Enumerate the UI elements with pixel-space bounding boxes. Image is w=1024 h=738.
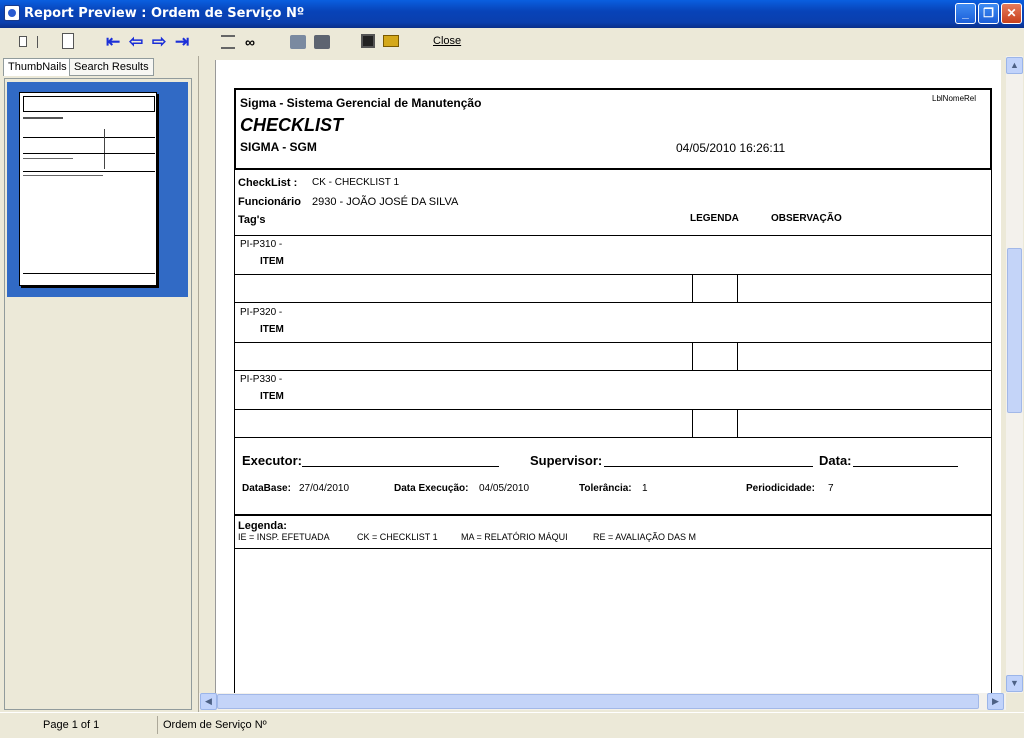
- vertical-scrollbar[interactable]: [1006, 56, 1023, 693]
- last-page-icon[interactable]: ⇥: [175, 32, 190, 51]
- horizontal-scroll-thumb[interactable]: [217, 694, 979, 709]
- funcionario-label: Funcionário: [238, 196, 301, 208]
- row-line: [234, 274, 992, 275]
- scroll-up-icon[interactable]: ▲: [1006, 57, 1023, 74]
- title-bar: [0, 0, 1024, 28]
- thumbnail-selected[interactable]: [7, 82, 188, 297]
- legend-divider: [234, 514, 992, 516]
- data-execucao-label: Data Execução:: [394, 483, 469, 494]
- minimize-button[interactable]: _: [955, 3, 976, 24]
- page-width-icon[interactable]: [37, 36, 53, 48]
- checklist-value: CK - CHECKLIST 1: [312, 177, 400, 188]
- lbl-nome-rel: LblNomeRel: [932, 94, 977, 103]
- first-page-icon[interactable]: ⇤: [106, 32, 121, 51]
- binoculars-icon[interactable]: ∞: [245, 34, 255, 50]
- tag-name: PI-P310 -: [240, 239, 283, 250]
- legenda-cell-left: [692, 274, 693, 302]
- database-value: 27/04/2010: [299, 483, 350, 494]
- frame-right: [991, 170, 992, 694]
- tag-item: ITEM: [260, 256, 284, 267]
- open-folder-icon[interactable]: [383, 35, 399, 47]
- executor-label: Executor:: [242, 453, 302, 468]
- observacao-header: OBSERVAÇÃO: [771, 213, 842, 224]
- left-pane: [0, 56, 197, 712]
- print-icon[interactable]: [314, 35, 330, 49]
- maximize-button[interactable]: ❐: [978, 3, 999, 24]
- legend-item: IE = INSP. EFETUADA: [238, 532, 330, 542]
- tag-item: ITEM: [260, 391, 284, 402]
- single-page-icon[interactable]: [19, 36, 27, 47]
- legend-item: CK = CHECKLIST 1: [357, 532, 438, 542]
- thumbnail-list: [4, 78, 192, 710]
- row-line: [234, 437, 992, 438]
- row-line: [234, 370, 992, 371]
- periodicidade-label: Periodicidade:: [746, 483, 815, 494]
- vertical-scroll-thumb[interactable]: [1007, 248, 1022, 413]
- executor-line: [302, 466, 499, 467]
- row-line: [234, 342, 992, 343]
- data-label: Data:: [819, 453, 852, 468]
- database-label: DataBase:: [242, 483, 291, 494]
- legenda-cell-right: [737, 409, 738, 437]
- legenda-cell-left: [692, 342, 693, 370]
- legenda-header: LEGENDA: [690, 213, 739, 224]
- save-icon[interactable]: [361, 34, 375, 48]
- scroll-left-icon[interactable]: ◀: [200, 693, 217, 710]
- row-line: [234, 302, 992, 303]
- toolbar: [0, 28, 1024, 56]
- tags-header: Tag's: [238, 214, 266, 226]
- go-to-page-icon[interactable]: [221, 35, 235, 49]
- row-line: [234, 409, 992, 410]
- tag-item: ITEM: [260, 324, 284, 335]
- frame-left: [234, 170, 235, 694]
- legenda-cell-right: [737, 274, 738, 302]
- scroll-right-icon[interactable]: ▶: [987, 693, 1004, 710]
- legenda-cell-right: [737, 342, 738, 370]
- company-name: Sigma - Sistema Gerencial de Manutenção: [240, 96, 482, 110]
- legenda-title: Legenda:: [238, 520, 287, 532]
- header-divider: [234, 235, 992, 236]
- tab-thumbnails[interactable]: ThumbNails: [3, 58, 72, 76]
- page-thumbnail[interactable]: [19, 92, 157, 286]
- close-window-button[interactable]: ✕: [1001, 3, 1022, 24]
- window-title: Report Preview : Ordem de Serviço Nº: [24, 6, 305, 21]
- data-execucao-value: 04/05/2010: [479, 483, 530, 494]
- app-icon[interactable]: [4, 5, 20, 21]
- legend-bottom-line: [234, 548, 992, 549]
- tab-search-results[interactable]: Search Results: [69, 58, 154, 76]
- report-viewer: [198, 56, 1024, 712]
- data-line: [853, 466, 958, 467]
- status-bar: [0, 712, 1024, 738]
- supervisor-label: Supervisor:: [530, 453, 603, 468]
- periodicidade-value: 7: [828, 483, 834, 494]
- printer-setup-icon[interactable]: [290, 35, 306, 49]
- whole-page-icon[interactable]: [62, 33, 74, 49]
- funcionario-value: 2930 - JOÃO JOSÉ DA SILVA: [312, 196, 459, 208]
- page-indicator: Page 1 of 1: [43, 719, 100, 731]
- tag-name: PI-P320 -: [240, 307, 283, 318]
- report-title: CHECKLIST: [240, 115, 343, 135]
- document-name: Ordem de Serviço Nº: [163, 719, 267, 731]
- tolerancia-value: 1: [642, 483, 648, 494]
- report-page: [215, 60, 1001, 694]
- report-datetime: 04/05/2010 16:26:11: [676, 141, 786, 155]
- legend-item: RE = AVALIAÇÃO DAS M: [593, 532, 696, 542]
- checklist-label: CheckList :: [238, 177, 298, 189]
- scroll-down-icon[interactable]: ▼: [1006, 675, 1023, 692]
- supervisor-line: [604, 466, 813, 467]
- legenda-cell-left: [692, 409, 693, 437]
- tag-name: PI-P330 -: [240, 374, 283, 385]
- next-page-icon[interactable]: ⇨: [152, 32, 167, 51]
- previous-page-icon[interactable]: ⇦: [129, 32, 144, 51]
- close-button[interactable]: Close: [433, 35, 462, 47]
- tolerancia-label: Tolerância:: [579, 483, 632, 494]
- horizontal-scrollbar[interactable]: [199, 693, 1006, 710]
- system-name: SIGMA - SGM: [240, 140, 317, 154]
- legend-item: MA = RELATÓRIO MÁQUI: [461, 532, 568, 542]
